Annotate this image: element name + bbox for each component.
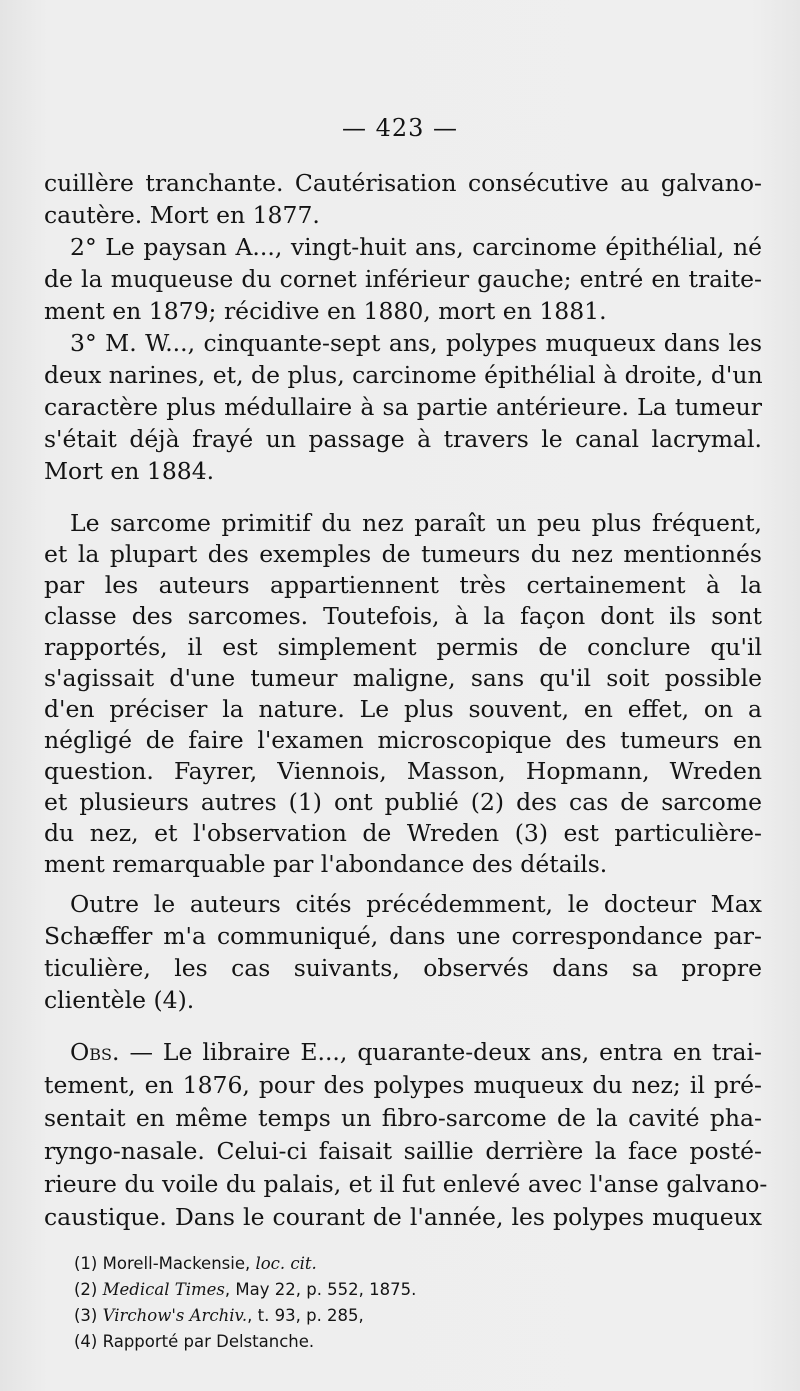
footnote-text: Morell-Mackensie, [102,1254,256,1273]
text-line: deux narines, et, de plus, carcinome épithélial à droite, d'un [44,361,763,389]
text-line: classe des sarcomes. Toutefois, à la façon dont ils sont [44,602,762,630]
observation-label: Obs. [70,1038,120,1066]
page-number: — 423 — [341,114,459,142]
text-line: Outre le auteurs cités précédemment, le docteur Max [70,890,762,918]
text-line: sentait en même temps un fibro-sarcome de la cavité pha- [44,1104,762,1132]
text-line: caractère plus médullaire à sa partie antérieure. La tumeur [44,393,762,421]
text-line: s'agissait d'une tumeur maligne, sans qu'il soit possible [44,664,762,692]
text-line: 3° M. W..., cinquante-sept ans, polypes muqueux dans les [70,329,762,357]
text-line: question. Fayrer, Viennois, Masson, Hopmann, Wreden [44,757,762,785]
text-line: 2° Le paysan A..., vingt-huit ans, carcinome épithélial, né [70,233,762,261]
footnote-mark: (3) [74,1306,98,1325]
text-line: Mort en 1884. [44,457,215,485]
footnote [74,1305,364,1327]
text-line: et la plupart des exemples de tumeurs du nez mentionnés [44,540,762,568]
footnote-text: , May 22, p. 552, 1875. [224,1280,417,1299]
text-line: de la muqueuse du cornet inférieur gauche; entré en traite- [44,265,762,293]
text-line: cuillère tranchante. Cautérisation consécutive au galvano- [44,169,762,197]
footnote-italic: loc. cit. [255,1254,317,1273]
text-line: d'en préciser la nature. Le plus souvent, en effet, on a [44,695,762,723]
text-line: et plusieurs autres (1) ont publié (2) des cas de sarcome [44,788,762,816]
text-line: ticulière, les cas suivants, observés dans sa propre [44,954,762,982]
text-line: Le sarcome primitif du nez paraît un peu plus fréquent, [70,509,762,537]
text-line: s'était déjà frayé un passage à travers le canal lacrymal. [44,425,762,453]
footnote-italic: Medical Times [102,1280,225,1299]
text-line: Schæffer m'a communiqué, dans une correspondance par- [44,922,762,950]
footnote-italic: Virchow's Archiv. [102,1306,248,1325]
footnote-text: Rapporté par Delstanche. [102,1332,315,1351]
text-line: cautère. Mort en 1877. [44,201,320,229]
footnote-text: , t. 93, p. 285, [247,1306,364,1325]
text-line: du nez, et l'observation de Wreden (3) est particulière- [44,819,762,847]
text-line: caustique. Dans le courant de l'année, les polypes muqueux [44,1203,762,1231]
footnote [74,1331,314,1353]
text-line: par les auteurs appartiennent très certainement à la [44,571,762,599]
footnote [74,1279,416,1301]
text-line: rapportés, il est simplement permis de conclure qu'il [44,633,762,661]
text-line: négligé de faire l'examen microscopique des tumeurs en [44,726,762,754]
text-line: rieure du voile du palais, et il fut enlevé avec l'anse galvano- [44,1170,768,1198]
footnote-mark: (2) [74,1280,98,1299]
footnote [74,1253,317,1275]
text-line: ment en 1879; récidive en 1880, mort en 1881. [44,297,607,325]
observation-first-line [70,1036,762,1068]
text-line: tement, en 1876, pour des polypes muqueux du nez; il pré- [44,1071,762,1099]
text-line: — Le libraire E..., quarante-deux ans, entra en trai- [129,1038,762,1066]
text-line: ryngo-nasale. Celui-ci faisait saillie derrière la face posté- [44,1137,762,1165]
text-line: clientèle (4). [44,986,195,1014]
text-line: ment remarquable par l'abondance des détails. [44,850,608,878]
footnote-mark: (1) [74,1254,98,1273]
footnote-mark: (4) [74,1332,98,1351]
